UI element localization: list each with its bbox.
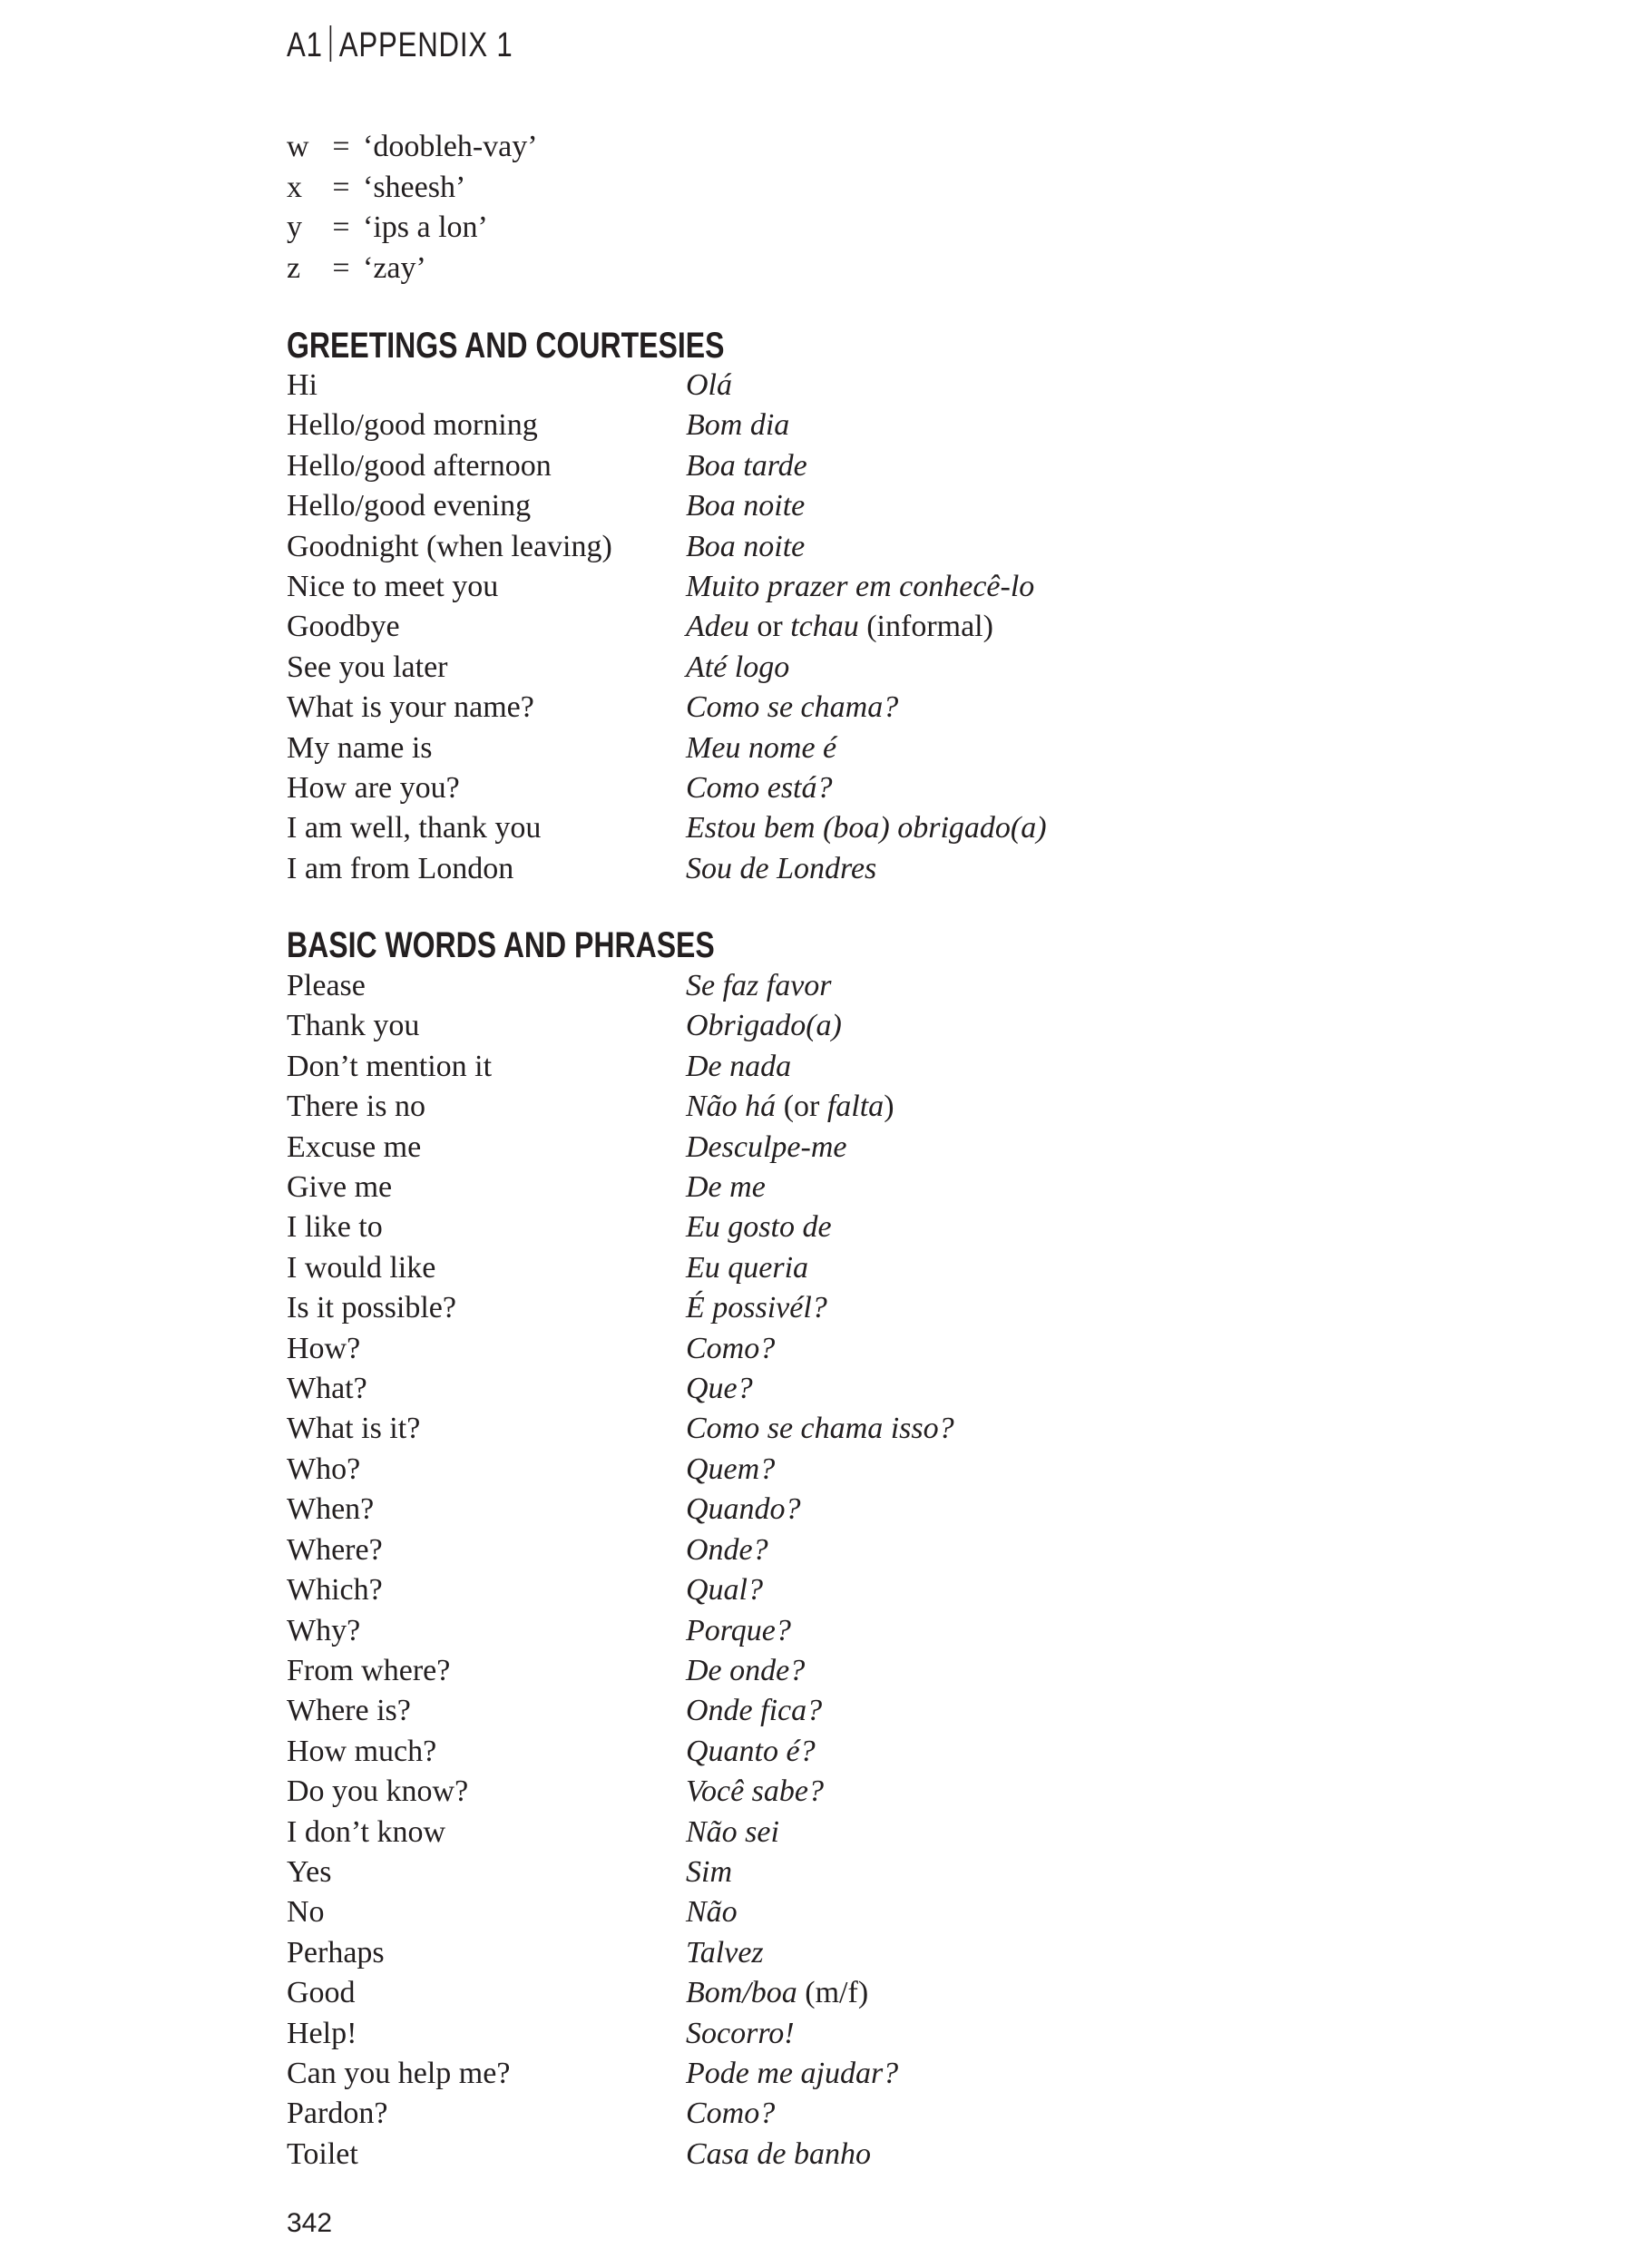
portuguese-phrase [686, 1047, 791, 1087]
phrase-note: ) [884, 1090, 894, 1124]
portuguese-text: De onde? [686, 1653, 806, 1687]
greetings-heading: GREETINGS AND COURTESIES [287, 326, 725, 366]
phrase-row [287, 1892, 1466, 1932]
portuguese-text: Boa noite [686, 489, 806, 523]
english-phrase: I would like [287, 1250, 436, 1285]
english-phrase: Is it possible? [287, 1291, 456, 1325]
basic-phrase-list [287, 966, 1466, 2175]
letter-pronunciation: ‘sheesh’ [363, 170, 466, 204]
greetings-section [287, 324, 1466, 889]
portuguese-text: Desculpe-me [686, 1129, 847, 1164]
english-phrase: From where? [287, 1653, 451, 1687]
portuguese-text: Quem? [686, 1452, 776, 1486]
equals-sign: = [332, 130, 350, 163]
portuguese-phrase [686, 406, 789, 445]
portuguese-text: Quanto é? [686, 1734, 816, 1768]
phrase-row [287, 808, 1466, 848]
portuguese-phrase [686, 1651, 805, 1691]
page-number: 342 [287, 2208, 333, 2238]
english-phrase: What is your name? [287, 690, 534, 725]
portuguese-phrase [686, 1772, 824, 1812]
alphabet-letter: z [287, 250, 301, 285]
portuguese-phrase [686, 1329, 775, 1369]
english-phrase: Hello/good morning [287, 408, 538, 443]
phrase-row [287, 1973, 1466, 2013]
phrase-row [287, 1047, 1466, 1087]
phrase-row [287, 1490, 1466, 1530]
phrase-note: (m/f) [797, 1976, 869, 2010]
portuguese-text: Estou bem (boa) obrigado(a) [686, 811, 1047, 846]
portuguese-phrase [686, 2094, 775, 2134]
portuguese-text: Obrigado(a) [686, 1009, 842, 1043]
portuguese-phrase [686, 1973, 868, 2013]
english-phrase: Perhaps [287, 1935, 385, 1970]
english-phrase: Why? [287, 1613, 361, 1647]
phrase-row [287, 406, 1466, 445]
portuguese-text: Não sei [686, 1814, 779, 1849]
phrase-row [287, 1329, 1466, 1369]
phrase-row [287, 1732, 1466, 1772]
english-phrase: What? [287, 1372, 367, 1406]
phrase-row [287, 1813, 1466, 1852]
english-phrase: Don’t mention it [287, 1049, 493, 1083]
portuguese-phrase [686, 1087, 894, 1127]
greetings-phrase-list [287, 366, 1466, 889]
portuguese-phrase [686, 1168, 766, 1207]
english-phrase: How much? [287, 1734, 437, 1768]
portuguese-phrase [686, 1006, 842, 1046]
portuguese-text: Olá [686, 368, 732, 402]
english-phrase: Where? [287, 1532, 383, 1567]
phrase-row [287, 2014, 1466, 2054]
phrase-row [287, 688, 1466, 728]
portuguese-phrase [686, 849, 876, 889]
portuguese-phrase [686, 567, 1034, 607]
phrase-row [287, 1369, 1466, 1409]
portuguese-phrase [686, 728, 836, 768]
portuguese-phrase [686, 366, 732, 406]
letter-pronunciation: ‘doobleh-vay’ [363, 130, 538, 163]
portuguese-text: Meu nome é [686, 730, 837, 765]
phrase-row [287, 2054, 1466, 2094]
alphabet-pronunciation-list [287, 127, 1466, 288]
portuguese-phrase [686, 1933, 764, 1973]
portuguese-phrase [686, 1570, 763, 1610]
portuguese-text: Bom/boa [686, 1976, 797, 2010]
english-phrase: Give me [287, 1170, 393, 1205]
connector-text: or [748, 610, 791, 644]
portuguese-text: Pode me ajudar? [686, 2056, 899, 2090]
english-phrase: How are you? [287, 771, 460, 806]
phrase-row [287, 607, 1466, 647]
portuguese-phrase [686, 1892, 738, 1932]
running-head [287, 25, 513, 65]
phrase-row [287, 1450, 1466, 1490]
portuguese-phrase [686, 966, 832, 1006]
portuguese-text: Como? [686, 2097, 776, 2131]
portuguese-phrase [686, 527, 805, 567]
english-phrase: Please [287, 969, 366, 1002]
english-phrase: Good [287, 1976, 356, 2010]
header-divider [330, 25, 332, 62]
portuguese-text: Sim [686, 1854, 732, 1889]
portuguese-alt-text: tchau [790, 610, 859, 644]
portuguese-phrase [686, 607, 993, 647]
portuguese-phrase [686, 1691, 822, 1731]
portuguese-text: Eu gosto de [686, 1210, 832, 1245]
portuguese-phrase [686, 1611, 791, 1651]
english-phrase: I don’t know [287, 1814, 446, 1849]
letter-pronunciation: ‘zay’ [363, 250, 426, 285]
portuguese-phrase [686, 768, 833, 808]
basic-phrases-section [287, 924, 1466, 2175]
english-phrase: Hello/good afternoon [287, 448, 552, 483]
portuguese-phrase [686, 1128, 846, 1168]
section-code: A1 [287, 26, 323, 64]
alphabet-row [287, 208, 1466, 249]
portuguese-text: Eu queria [686, 1250, 809, 1285]
english-phrase: Can you help me? [287, 2056, 511, 2090]
english-phrase: Goodnight (when leaving) [287, 529, 612, 563]
phrase-row [287, 1691, 1466, 1731]
equals-sign: = [332, 210, 350, 244]
portuguese-phrase [686, 1732, 816, 1772]
phrase-row [287, 2135, 1466, 2175]
alphabet-row [287, 127, 1466, 168]
portuguese-text: Sou de Londres [686, 851, 877, 885]
letter-pronunciation: ‘ips a lon’ [363, 210, 488, 244]
phrase-row [287, 849, 1466, 889]
portuguese-text: Não há [686, 1090, 777, 1124]
english-phrase: See you later [287, 650, 448, 684]
phrase-row [287, 1933, 1466, 1973]
portuguese-text: Que? [686, 1372, 753, 1406]
portuguese-phrase [686, 2135, 871, 2175]
english-phrase: No [287, 1895, 325, 1930]
portuguese-phrase [686, 2014, 795, 2054]
english-phrase: Hello/good evening [287, 489, 532, 523]
portuguese-text: Não [686, 1895, 738, 1930]
english-phrase: There is no [287, 1090, 425, 1124]
phrase-row [287, 2094, 1466, 2134]
portuguese-phrase [686, 1288, 827, 1328]
english-phrase: Pardon? [287, 2097, 388, 2131]
portuguese-text: Casa de banho [686, 2136, 871, 2171]
phrase-row [287, 1128, 1466, 1168]
phrase-row [287, 768, 1466, 808]
phrase-row [287, 1409, 1466, 1449]
english-phrase: How? [287, 1331, 361, 1365]
portuguese-phrase [686, 1207, 832, 1247]
phrase-row [287, 486, 1466, 526]
portuguese-phrase [686, 1490, 801, 1530]
alphabet-letter: w [287, 130, 309, 163]
portuguese-phrase [686, 2054, 898, 2094]
equals-sign: = [332, 250, 350, 285]
english-phrase: Excuse me [287, 1129, 422, 1164]
portuguese-text: De me [686, 1170, 766, 1205]
alphabet-letter: x [287, 170, 302, 204]
portuguese-text: De nada [686, 1049, 792, 1083]
phrase-row [287, 1611, 1466, 1651]
phrase-row [287, 527, 1466, 567]
connector-text: (or [776, 1090, 827, 1124]
phrase-row [287, 1772, 1466, 1812]
portuguese-text: Onde? [686, 1532, 768, 1567]
portuguese-phrase [686, 446, 807, 486]
portuguese-phrase [686, 1813, 779, 1852]
phrase-row [287, 1087, 1466, 1127]
portuguese-phrase [686, 648, 789, 688]
portuguese-phrase [686, 808, 1047, 848]
english-phrase: When? [287, 1492, 375, 1527]
portuguese-text: Bom dia [686, 408, 790, 443]
phrase-row [287, 1288, 1466, 1328]
english-phrase: Who? [287, 1452, 361, 1486]
portuguese-phrase [686, 688, 898, 728]
portuguese-text: Até logo [686, 650, 790, 684]
portuguese-text: É possivél? [686, 1291, 827, 1325]
english-phrase: What is it? [287, 1412, 421, 1446]
english-phrase: My name is [287, 730, 433, 765]
portuguese-phrase [686, 1450, 775, 1490]
portuguese-alt-text: falta [826, 1090, 885, 1124]
portuguese-text: Adeu [686, 610, 749, 644]
portuguese-text: Boa tarde [686, 448, 807, 483]
english-phrase: Nice to meet you [287, 570, 499, 604]
english-phrase: I like to [287, 1210, 383, 1245]
portuguese-phrase [686, 1369, 753, 1409]
phrase-row [287, 1530, 1466, 1570]
alphabet-row [287, 168, 1466, 209]
portuguese-text: Como está? [686, 771, 833, 806]
portuguese-phrase [686, 486, 805, 526]
phrase-row [287, 966, 1466, 1006]
phrase-row [287, 1207, 1466, 1247]
portuguese-text: Quando? [686, 1492, 801, 1527]
portuguese-text: Como se chama? [686, 690, 899, 725]
english-phrase: Yes [287, 1854, 332, 1889]
english-phrase: Which? [287, 1573, 383, 1608]
phrase-row [287, 366, 1466, 406]
alphabet-row [287, 249, 1466, 289]
english-phrase: Goodbye [287, 610, 400, 644]
portuguese-phrase [686, 1530, 768, 1570]
english-phrase: Help! [287, 2016, 357, 2050]
portuguese-text: Se faz favor [686, 969, 832, 1002]
portuguese-text: Boa noite [686, 529, 806, 563]
portuguese-text: Porque? [686, 1613, 791, 1647]
phrase-row [287, 1651, 1466, 1691]
portuguese-text: Socorro! [686, 2016, 795, 2050]
portuguese-text: Qual? [686, 1573, 763, 1608]
basic-phrases-heading: BASIC WORDS AND PHRASES [287, 925, 715, 965]
portuguese-phrase [686, 1248, 808, 1288]
phrase-row [287, 728, 1466, 768]
phrase-note: (informal) [858, 610, 993, 644]
english-phrase: I am from London [287, 851, 514, 885]
phrase-row [287, 567, 1466, 607]
phrase-row [287, 1168, 1466, 1207]
portuguese-phrase [686, 1409, 954, 1449]
english-phrase: Do you know? [287, 1774, 469, 1809]
portuguese-text: Você sabe? [686, 1774, 825, 1809]
portuguese-text: Onde fica? [686, 1694, 823, 1728]
alphabet-letter: y [287, 210, 302, 244]
portuguese-text: Como se chama isso? [686, 1412, 954, 1446]
phrase-row [287, 1006, 1466, 1046]
phrase-row [287, 446, 1466, 486]
equals-sign: = [332, 170, 350, 204]
phrase-row [287, 1570, 1466, 1610]
english-phrase: Thank you [287, 1009, 420, 1043]
english-phrase: Hi [287, 368, 318, 402]
portuguese-text: Talvez [686, 1935, 764, 1970]
phrase-row [287, 648, 1466, 688]
phrase-row [287, 1852, 1466, 1892]
phrase-row [287, 1248, 1466, 1288]
portuguese-text: Como? [686, 1331, 776, 1365]
english-phrase: I am well, thank you [287, 811, 542, 846]
english-phrase: Where is? [287, 1694, 411, 1728]
portuguese-text: Muito prazer em conhecê-lo [686, 570, 1035, 604]
section-title: APPENDIX 1 [338, 26, 513, 64]
portuguese-phrase [686, 1852, 732, 1892]
english-phrase: Toilet [287, 2136, 358, 2171]
